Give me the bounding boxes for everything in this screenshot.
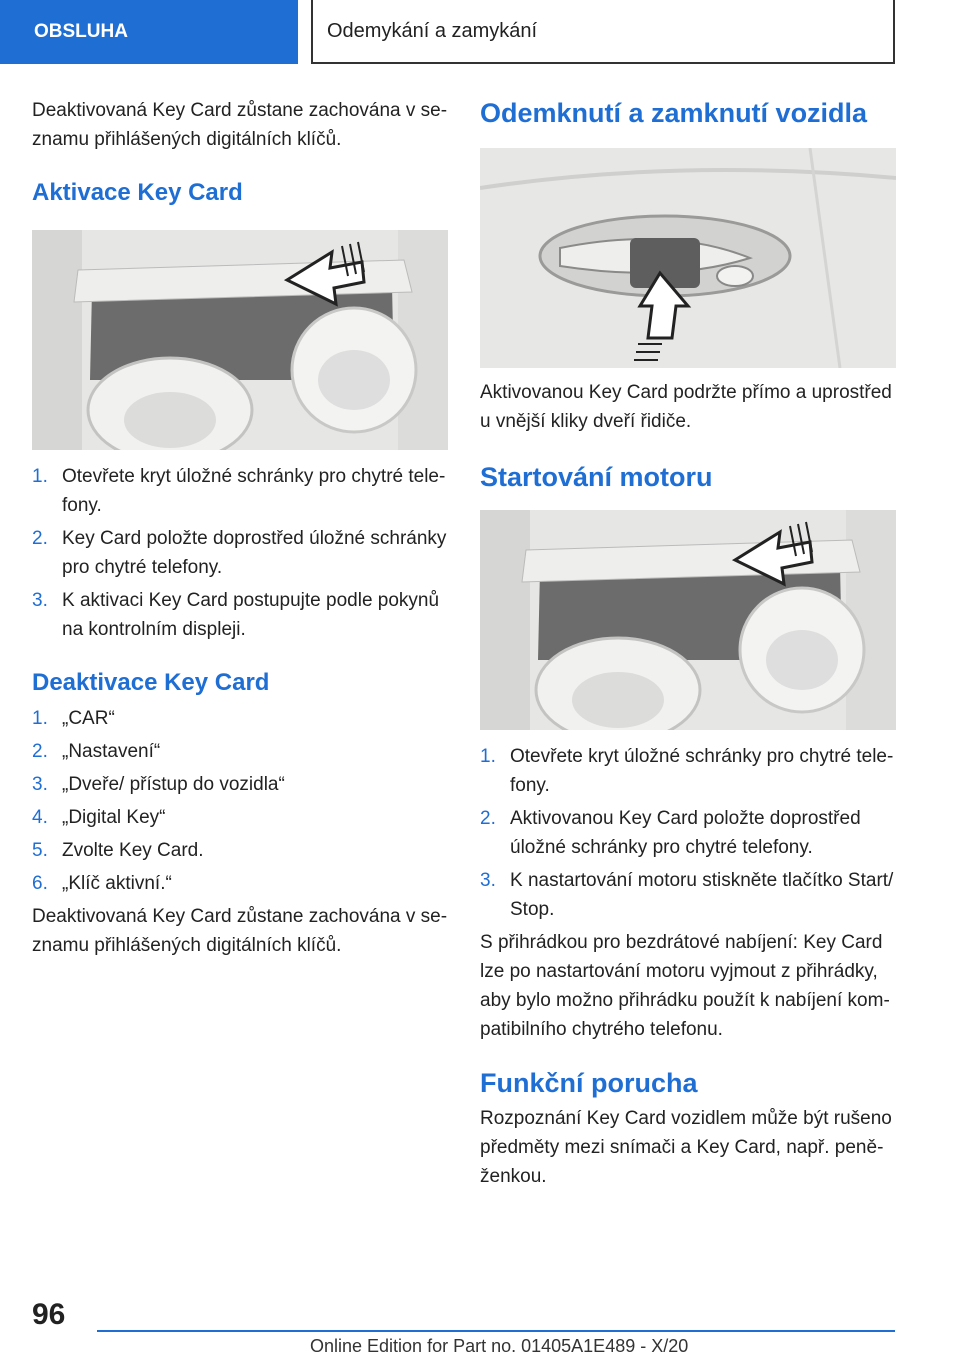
unlock-text: Aktivovanou Key Card podržte přímo a uprostřed u vnější kliky dveří řidiče.	[480, 382, 892, 432]
door-handle-image	[480, 148, 896, 368]
list-item: 3. „Dveře/ přístup do vozidla“	[32, 774, 285, 795]
start-heading: Startování motoru	[480, 462, 713, 492]
list-item: 1. „CAR“	[32, 708, 115, 729]
page-number: 96	[32, 1298, 66, 1331]
activation-steps	[32, 462, 448, 644]
section-tab: OBSLUHA	[0, 0, 298, 64]
right-column	[480, 96, 896, 1191]
unlock-heading: Odemknutí a zamknutí vozidla	[480, 98, 868, 128]
list-item: 1. Otevřete kryt úložné schránky pro chytré telefony.	[480, 746, 894, 796]
list-item: 3. K nastartování motoru stiskněte tlačítko Start/ Stop.	[480, 870, 894, 920]
deactivation-note: Deaktivovaná Key Card zůstane zachována v seznamu přihlášených digitálních klíčů.	[32, 906, 448, 956]
console-tray-image	[480, 510, 896, 730]
page-header	[0, 0, 960, 66]
deactivation-heading: Deaktivace Key Card	[32, 669, 270, 696]
console-tray-image	[32, 230, 448, 450]
list-item: 2. Aktivovanou Key Card položte doprostřed úložné schránky pro chytré telefony.	[480, 808, 861, 858]
list-item: 2. „Nastavení“	[32, 741, 161, 762]
activation-heading: Aktivace Key Card	[32, 179, 243, 206]
list-item: 5. Zvolte Key Card.	[32, 840, 204, 861]
edition-footer: Online Edition for Part no. 01405A1E489 - X/20	[310, 1336, 689, 1356]
intro-paragraph: Deaktivovaná Key Card zůstane zachována v seznamu přihlášených digitálních klíčů.	[32, 100, 448, 150]
deactivation-steps	[32, 704, 448, 898]
list-item: 6. „Klíč aktivní.“	[32, 873, 172, 894]
footer-divider	[97, 1330, 895, 1332]
list-item: 2. Key Card položte doprostřed úložné schránky pro chytré telefony.	[32, 528, 447, 578]
malfunction-heading: Funkční porucha	[480, 1068, 698, 1098]
start-steps	[480, 742, 896, 924]
left-column	[32, 96, 448, 960]
malfunction-text: Rozpoznání Key Card vozidlem může být rušeno předměty mezi snímači a Key Card, např. peněženkou.	[480, 1108, 892, 1187]
list-item: 3. K aktivaci Key Card postupujte podle pokynů na kontrolním displeji.	[32, 590, 440, 640]
start-note: S přihrádkou pro bezdrátové nabíjení: Key Card lze po nastartování motoru vyjmout z přihrádky, aby bylo možno přihrádku použít k nabíjení kompatibilního chytrého telefonu.	[480, 932, 890, 1040]
chapter-title: Odemykání a zamykání	[311, 0, 895, 64]
list-item: 1. Otevřete kryt úložné schránky pro chytré telefony.	[32, 466, 446, 516]
list-item: 4. „Digital Key“	[32, 807, 166, 828]
